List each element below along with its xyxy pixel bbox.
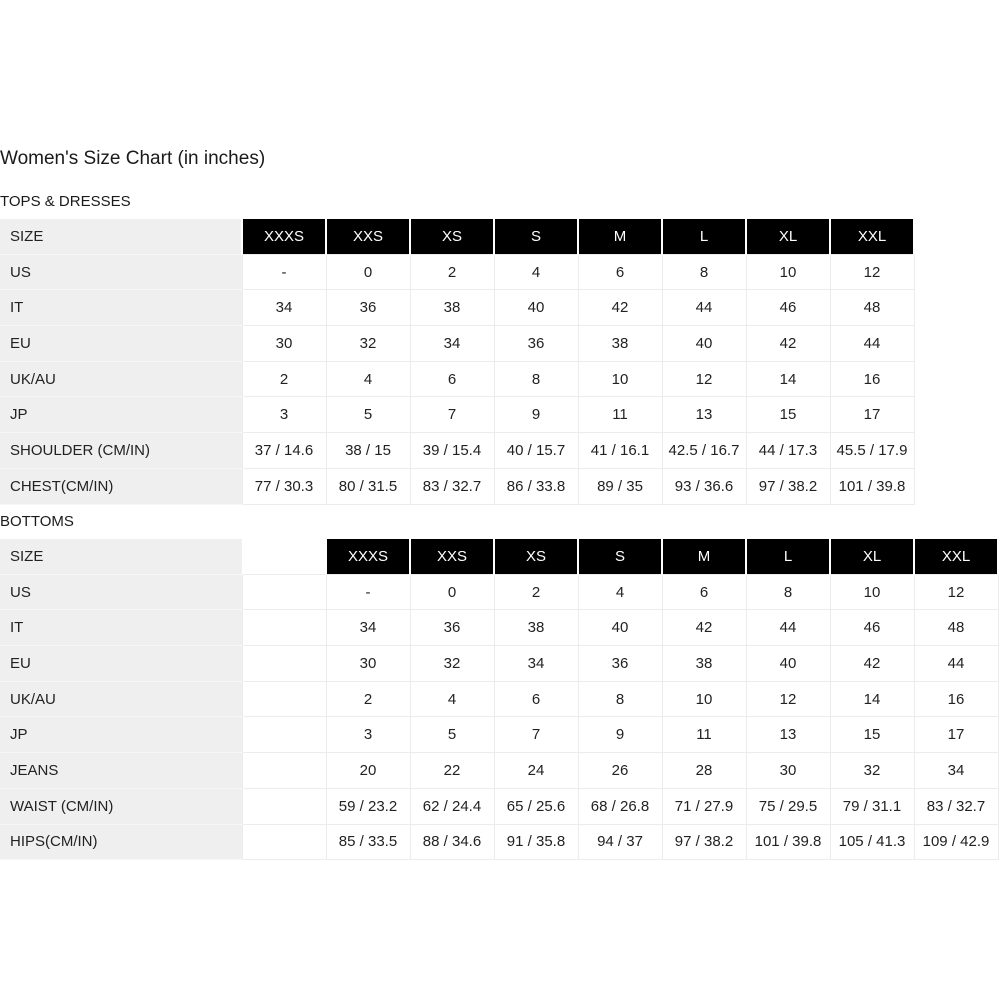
table-cell: 3 [242, 397, 326, 433]
table-cell: 34 [914, 753, 998, 789]
row-label: US [0, 574, 242, 610]
table-cell: 91 / 35.8 [494, 824, 578, 860]
size-header-cell: XXL [914, 539, 998, 574]
empty-cell [242, 717, 326, 753]
table-cell: 30 [746, 753, 830, 789]
table-cell: 44 / 17.3 [746, 433, 830, 469]
table-cell: 40 [494, 290, 578, 326]
table-cell: 38 [662, 646, 746, 682]
table-cell: 40 [578, 610, 662, 646]
size-header-cell: XL [830, 539, 914, 574]
table-cell: 48 [914, 610, 998, 646]
table-cell: 34 [494, 646, 578, 682]
table-cell: 62 / 24.4 [410, 788, 494, 824]
table-cell: 105 / 41.3 [830, 824, 914, 860]
table-cell: 36 [326, 290, 410, 326]
table-cell: 17 [914, 717, 998, 753]
table-cell: 85 / 33.5 [326, 824, 410, 860]
table-cell: 101 / 39.8 [746, 824, 830, 860]
table-cell: 16 [914, 681, 998, 717]
table-cell: 38 [578, 326, 662, 362]
table-cell: - [242, 254, 326, 290]
table-cell: 0 [326, 254, 410, 290]
bottoms-table-row [0, 824, 998, 860]
table-cell: 36 [578, 646, 662, 682]
table-cell: 14 [746, 361, 830, 397]
size-header-cell: L [662, 219, 746, 254]
table-cell: 8 [746, 574, 830, 610]
empty-cell [242, 646, 326, 682]
bottoms-table-row [0, 753, 998, 789]
table-cell: 88 / 34.6 [410, 824, 494, 860]
table-cell: 6 [578, 254, 662, 290]
size-header-cell: XXXS [242, 219, 326, 254]
table-cell: 8 [578, 681, 662, 717]
empty-cell [242, 824, 326, 860]
page-title: Women's Size Chart (in inches) [0, 148, 266, 169]
row-label: SHOULDER (CM/IN) [0, 433, 242, 469]
table-cell: 2 [242, 361, 326, 397]
table-cell: 6 [494, 681, 578, 717]
table-cell: 42 [578, 290, 662, 326]
row-label: EU [0, 646, 242, 682]
table-cell: 15 [830, 717, 914, 753]
table-cell: 40 [662, 326, 746, 362]
table-cell: 71 / 27.9 [662, 788, 746, 824]
table-cell: 32 [410, 646, 494, 682]
table-cell: 20 [326, 753, 410, 789]
table-cell: 83 / 32.7 [410, 468, 494, 504]
table-cell: 45.5 / 17.9 [830, 433, 914, 469]
table-cell: 41 / 16.1 [578, 433, 662, 469]
table-cell: 28 [662, 753, 746, 789]
table-cell: 10 [830, 574, 914, 610]
table-cell: 94 / 37 [578, 824, 662, 860]
table-cell: 13 [746, 717, 830, 753]
empty-cell [242, 574, 326, 610]
table-cell: 34 [242, 290, 326, 326]
table-cell: 80 / 31.5 [326, 468, 410, 504]
table-cell: 36 [494, 326, 578, 362]
empty-cell [242, 753, 326, 789]
size-header-cell: L [746, 539, 830, 574]
table-cell: 34 [410, 326, 494, 362]
tops-table-row [0, 468, 914, 504]
table-cell: 4 [494, 254, 578, 290]
size-header-cell: XS [494, 539, 578, 574]
table-cell: 42 [662, 610, 746, 646]
table-cell: 30 [326, 646, 410, 682]
size-header-cell: XS [410, 219, 494, 254]
table-cell: 4 [410, 681, 494, 717]
table-cell: 2 [410, 254, 494, 290]
table-cell: 12 [830, 254, 914, 290]
bottoms-header-row [0, 539, 998, 574]
bottoms-table-row [0, 610, 998, 646]
table-cell: 10 [662, 681, 746, 717]
bottoms-table-row [0, 717, 998, 753]
row-label: UK/AU [0, 681, 242, 717]
table-cell: 5 [410, 717, 494, 753]
row-label: IT [0, 290, 242, 326]
row-label: WAIST (CM/IN) [0, 788, 242, 824]
size-header-cell: XXXS [326, 539, 410, 574]
bottoms-table-row [0, 574, 998, 610]
tops-size-table [0, 219, 915, 505]
table-cell: 22 [410, 753, 494, 789]
table-cell: 6 [410, 361, 494, 397]
row-label: HIPS(CM/IN) [0, 824, 242, 860]
blank-header-cell [242, 539, 326, 574]
bottoms-table-row [0, 646, 998, 682]
table-cell: 83 / 32.7 [914, 788, 998, 824]
size-header-label: SIZE [0, 219, 242, 254]
table-cell: 46 [746, 290, 830, 326]
size-header-cell: XXS [326, 219, 410, 254]
table-cell: 3 [326, 717, 410, 753]
empty-cell [242, 681, 326, 717]
table-cell: 8 [662, 254, 746, 290]
table-cell: 42.5 / 16.7 [662, 433, 746, 469]
table-cell: 2 [494, 574, 578, 610]
table-cell: 12 [662, 361, 746, 397]
table-cell: 97 / 38.2 [662, 824, 746, 860]
table-cell: 34 [326, 610, 410, 646]
table-cell: 89 / 35 [578, 468, 662, 504]
table-cell: - [326, 574, 410, 610]
table-cell: 79 / 31.1 [830, 788, 914, 824]
table-cell: 9 [494, 397, 578, 433]
table-cell: 109 / 42.9 [914, 824, 998, 860]
table-cell: 42 [746, 326, 830, 362]
table-cell: 16 [830, 361, 914, 397]
table-cell: 86 / 33.8 [494, 468, 578, 504]
table-cell: 38 [410, 290, 494, 326]
size-header-cell: S [494, 219, 578, 254]
bottoms-size-table [0, 539, 999, 860]
table-cell: 68 / 26.8 [578, 788, 662, 824]
table-cell: 6 [662, 574, 746, 610]
tops-header-row [0, 219, 914, 254]
table-cell: 17 [830, 397, 914, 433]
table-cell: 10 [746, 254, 830, 290]
table-cell: 101 / 39.8 [830, 468, 914, 504]
table-cell: 93 / 36.6 [662, 468, 746, 504]
table-cell: 11 [662, 717, 746, 753]
table-cell: 12 [746, 681, 830, 717]
row-label: US [0, 254, 242, 290]
table-cell: 8 [494, 361, 578, 397]
tops-table-row [0, 326, 914, 362]
table-cell: 42 [830, 646, 914, 682]
table-cell: 40 [746, 646, 830, 682]
size-header-cell: S [578, 539, 662, 574]
table-cell: 38 [494, 610, 578, 646]
table-cell: 77 / 30.3 [242, 468, 326, 504]
table-cell: 44 [746, 610, 830, 646]
table-cell: 14 [830, 681, 914, 717]
tops-table-row [0, 290, 914, 326]
table-cell: 0 [410, 574, 494, 610]
row-label: IT [0, 610, 242, 646]
table-cell: 44 [830, 326, 914, 362]
row-label: UK/AU [0, 361, 242, 397]
row-label: CHEST(CM/IN) [0, 468, 242, 504]
table-cell: 4 [326, 361, 410, 397]
size-header-cell: XL [746, 219, 830, 254]
table-cell: 9 [578, 717, 662, 753]
table-cell: 75 / 29.5 [746, 788, 830, 824]
row-label: JP [0, 717, 242, 753]
table-cell: 44 [914, 646, 998, 682]
table-cell: 12 [914, 574, 998, 610]
table-cell: 5 [326, 397, 410, 433]
size-header-label: SIZE [0, 539, 242, 574]
bottoms-table-row [0, 681, 998, 717]
table-cell: 48 [830, 290, 914, 326]
empty-cell [242, 610, 326, 646]
table-cell: 15 [746, 397, 830, 433]
table-cell: 59 / 23.2 [326, 788, 410, 824]
table-cell: 97 / 38.2 [746, 468, 830, 504]
size-header-cell: M [662, 539, 746, 574]
row-label: JP [0, 397, 242, 433]
row-label: JEANS [0, 753, 242, 789]
table-cell: 4 [578, 574, 662, 610]
table-cell: 2 [326, 681, 410, 717]
row-label: EU [0, 326, 242, 362]
table-cell: 37 / 14.6 [242, 433, 326, 469]
tops-table-row [0, 254, 914, 290]
table-cell: 26 [578, 753, 662, 789]
table-cell: 7 [410, 397, 494, 433]
table-cell: 36 [410, 610, 494, 646]
table-cell: 32 [326, 326, 410, 362]
tops-table-row [0, 397, 914, 433]
tops-table-row [0, 433, 914, 469]
empty-cell [242, 788, 326, 824]
size-header-cell: XXL [830, 219, 914, 254]
size-header-cell: XXS [410, 539, 494, 574]
table-cell: 30 [242, 326, 326, 362]
bottoms-table-row [0, 788, 998, 824]
size-header-cell: M [578, 219, 662, 254]
table-cell: 44 [662, 290, 746, 326]
table-cell: 13 [662, 397, 746, 433]
table-cell: 65 / 25.6 [494, 788, 578, 824]
table-cell: 46 [830, 610, 914, 646]
table-cell: 40 / 15.7 [494, 433, 578, 469]
bottoms-section-title: BOTTOMS [0, 513, 74, 530]
table-cell: 24 [494, 753, 578, 789]
table-cell: 10 [578, 361, 662, 397]
table-cell: 39 / 15.4 [410, 433, 494, 469]
table-cell: 38 / 15 [326, 433, 410, 469]
table-cell: 11 [578, 397, 662, 433]
table-cell: 7 [494, 717, 578, 753]
table-cell: 32 [830, 753, 914, 789]
tops-table-row [0, 361, 914, 397]
tops-section-title: TOPS & DRESSES [0, 193, 131, 210]
